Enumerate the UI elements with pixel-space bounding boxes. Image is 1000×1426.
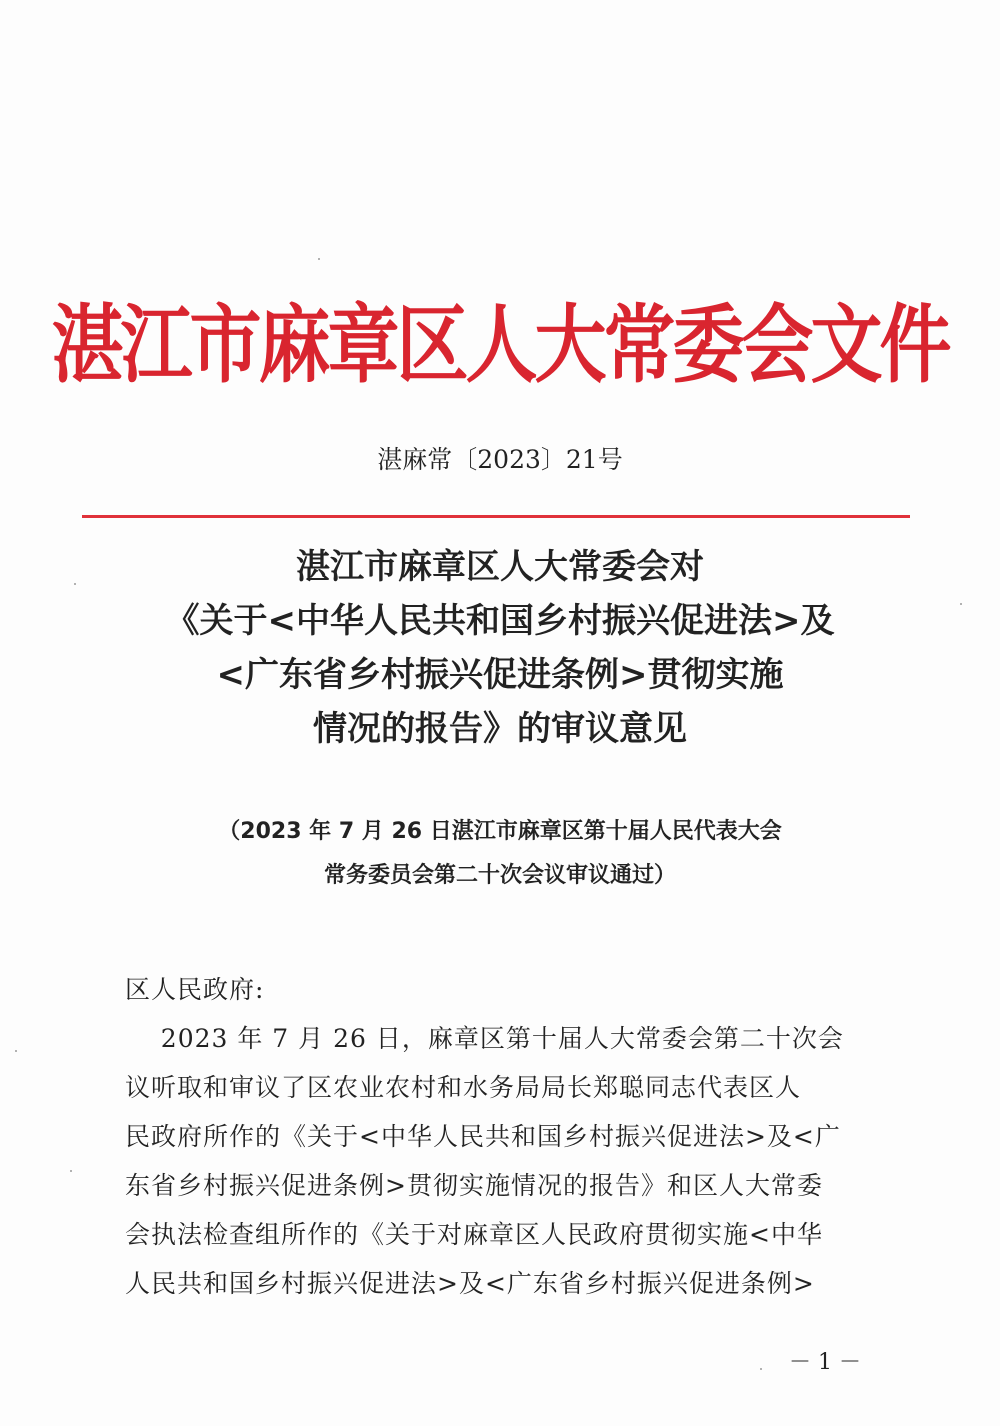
page-number: － 1 －: [789, 1350, 861, 1375]
red-divider-line: [82, 515, 910, 518]
adoption-note: [0, 810, 1000, 898]
scan-speck: [760, 1368, 762, 1370]
scan-speck: [74, 583, 76, 585]
title-line: <广东省乡村振兴促进条例>贯彻实施: [216, 655, 784, 695]
body-line: 2023 年 7 月 26 日，麻章区第十届人大常委会第二十次会: [125, 1024, 844, 1053]
body-text: [125, 965, 865, 1308]
adoption-note-line: （2023 年 7 月 26 日湛江市麻章区第十届人民代表大会: [218, 819, 782, 844]
title-line: 湛江市麻章区人大常委会对: [296, 547, 704, 587]
body-line: 会执法检查组所作的《关于对麻章区人民政府贯彻实施<中华: [125, 1220, 823, 1249]
body-line: 人民共和国乡村振兴促进法>及<广东省乡村振兴促进条例>: [125, 1269, 815, 1298]
adoption-note-line: 常务委员会第二十次会议审议通过）: [323, 863, 676, 888]
title-line: 《关于<中华人民共和国乡村振兴促进法>及: [165, 601, 835, 641]
body-line: 议听取和审议了区农业农村和水务局局长郑聪同志代表区人: [125, 1073, 802, 1102]
document-number: 湛麻常〔2023〕21号: [377, 445, 623, 474]
scan-speck: [318, 258, 320, 260]
body-line: 东省乡村振兴促进条例>贯彻实施情况的报告》和区人大常委: [125, 1171, 823, 1200]
scan-speck: [70, 1170, 72, 1172]
scan-speck: [960, 603, 962, 605]
title-line: 情况的报告》的审议意见: [313, 709, 687, 749]
masthead-title: 湛江市麻章区人大常委会文件: [51, 295, 949, 395]
salutation: 区人民政府:: [125, 975, 265, 1004]
document-title: [0, 540, 1000, 756]
scan-speck: [15, 1050, 17, 1052]
body-line: 民政府所作的《关于<中华人民共和国乡村振兴促进法>及<广: [125, 1122, 841, 1151]
